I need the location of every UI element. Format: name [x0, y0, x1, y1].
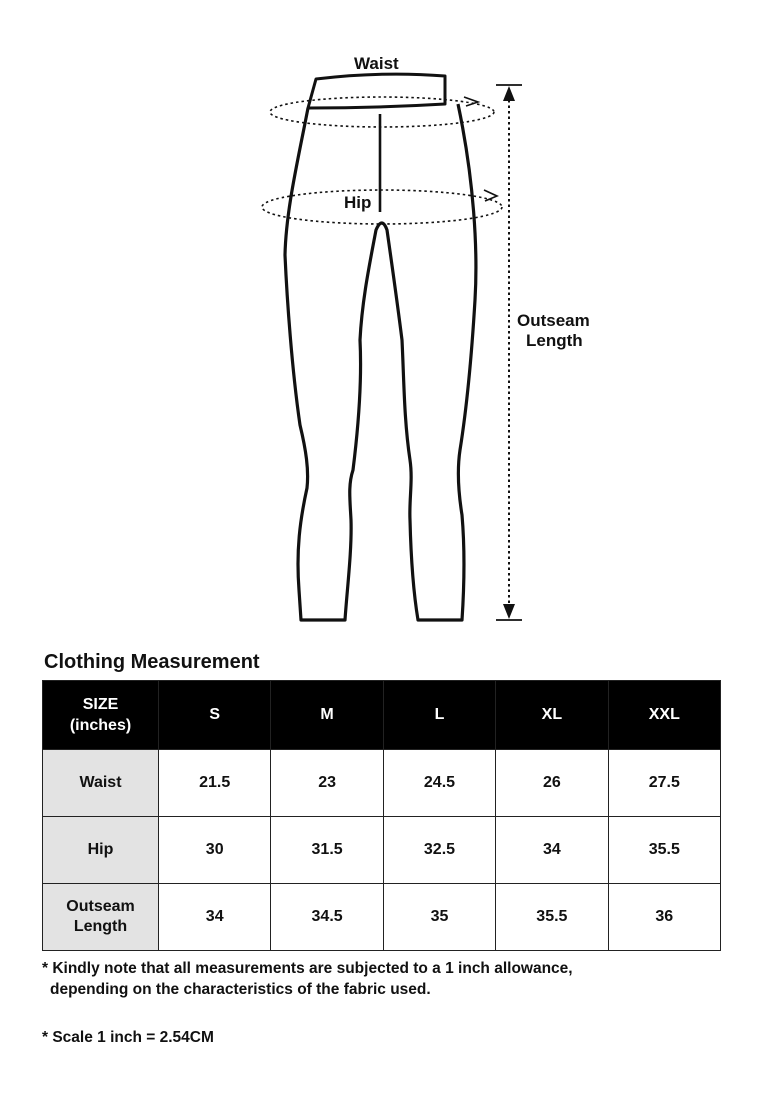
table-cell: 27.5 [608, 750, 720, 817]
table-cell: 24.5 [383, 750, 495, 817]
allowance-note-line2: depending on the characteristics of the fabric used. [50, 981, 431, 998]
table-cell: 21.5 [159, 750, 271, 817]
table-cell: 34.5 [271, 884, 383, 951]
table-cell: 36 [608, 884, 720, 951]
waist-label: Waist [354, 54, 399, 73]
table-row [43, 884, 721, 951]
table-header-row [43, 681, 721, 750]
row-label-waist: Waist [43, 750, 159, 817]
table-cell: 30 [159, 817, 271, 884]
table-cell: 35.5 [496, 884, 608, 951]
table-cell: 34 [496, 817, 608, 884]
table-row [43, 750, 721, 817]
table-cell: 35.5 [608, 817, 720, 884]
table-cell: 35 [383, 884, 495, 951]
size-header-xl: XL [496, 681, 608, 750]
outseam-label-line1: Outseam [517, 311, 590, 330]
table-cell: 32.5 [383, 817, 495, 884]
table-cell: 31.5 [271, 817, 383, 884]
hip-measure-ellipse [262, 190, 502, 224]
outseam-length-arrow [496, 85, 522, 620]
allowance-note [42, 958, 573, 1000]
size-header-xxl: XXL [608, 681, 720, 750]
scale-note: * Scale 1 inch = 2.54CM [42, 1029, 214, 1046]
size-header-m: M [271, 681, 383, 750]
hip-label: Hip [344, 193, 372, 212]
outseam-label-line2: Length [526, 331, 583, 350]
row-label-outseam-line2: Length [73, 918, 128, 935]
table-cell: 34 [159, 884, 271, 951]
row-label-outseam-line1: Outseam [66, 898, 135, 915]
size-chart-table [42, 680, 721, 951]
section-title: Clothing Measurement [44, 651, 260, 673]
row-label-hip: Hip [43, 817, 159, 884]
size-header-l: L [383, 681, 495, 750]
size-header-line2: (inches) [69, 717, 132, 734]
table-cell: 23 [271, 750, 383, 817]
size-header-line1: SIZE [82, 696, 119, 713]
table-row [43, 817, 721, 884]
size-header-s: S [159, 681, 271, 750]
row-label-outseam [43, 884, 159, 951]
allowance-note-line1: * Kindly note that all measurements are subjected to a 1 inch allowance, [42, 960, 573, 977]
table-cell: 26 [496, 750, 608, 817]
size-header-cell [43, 681, 159, 750]
